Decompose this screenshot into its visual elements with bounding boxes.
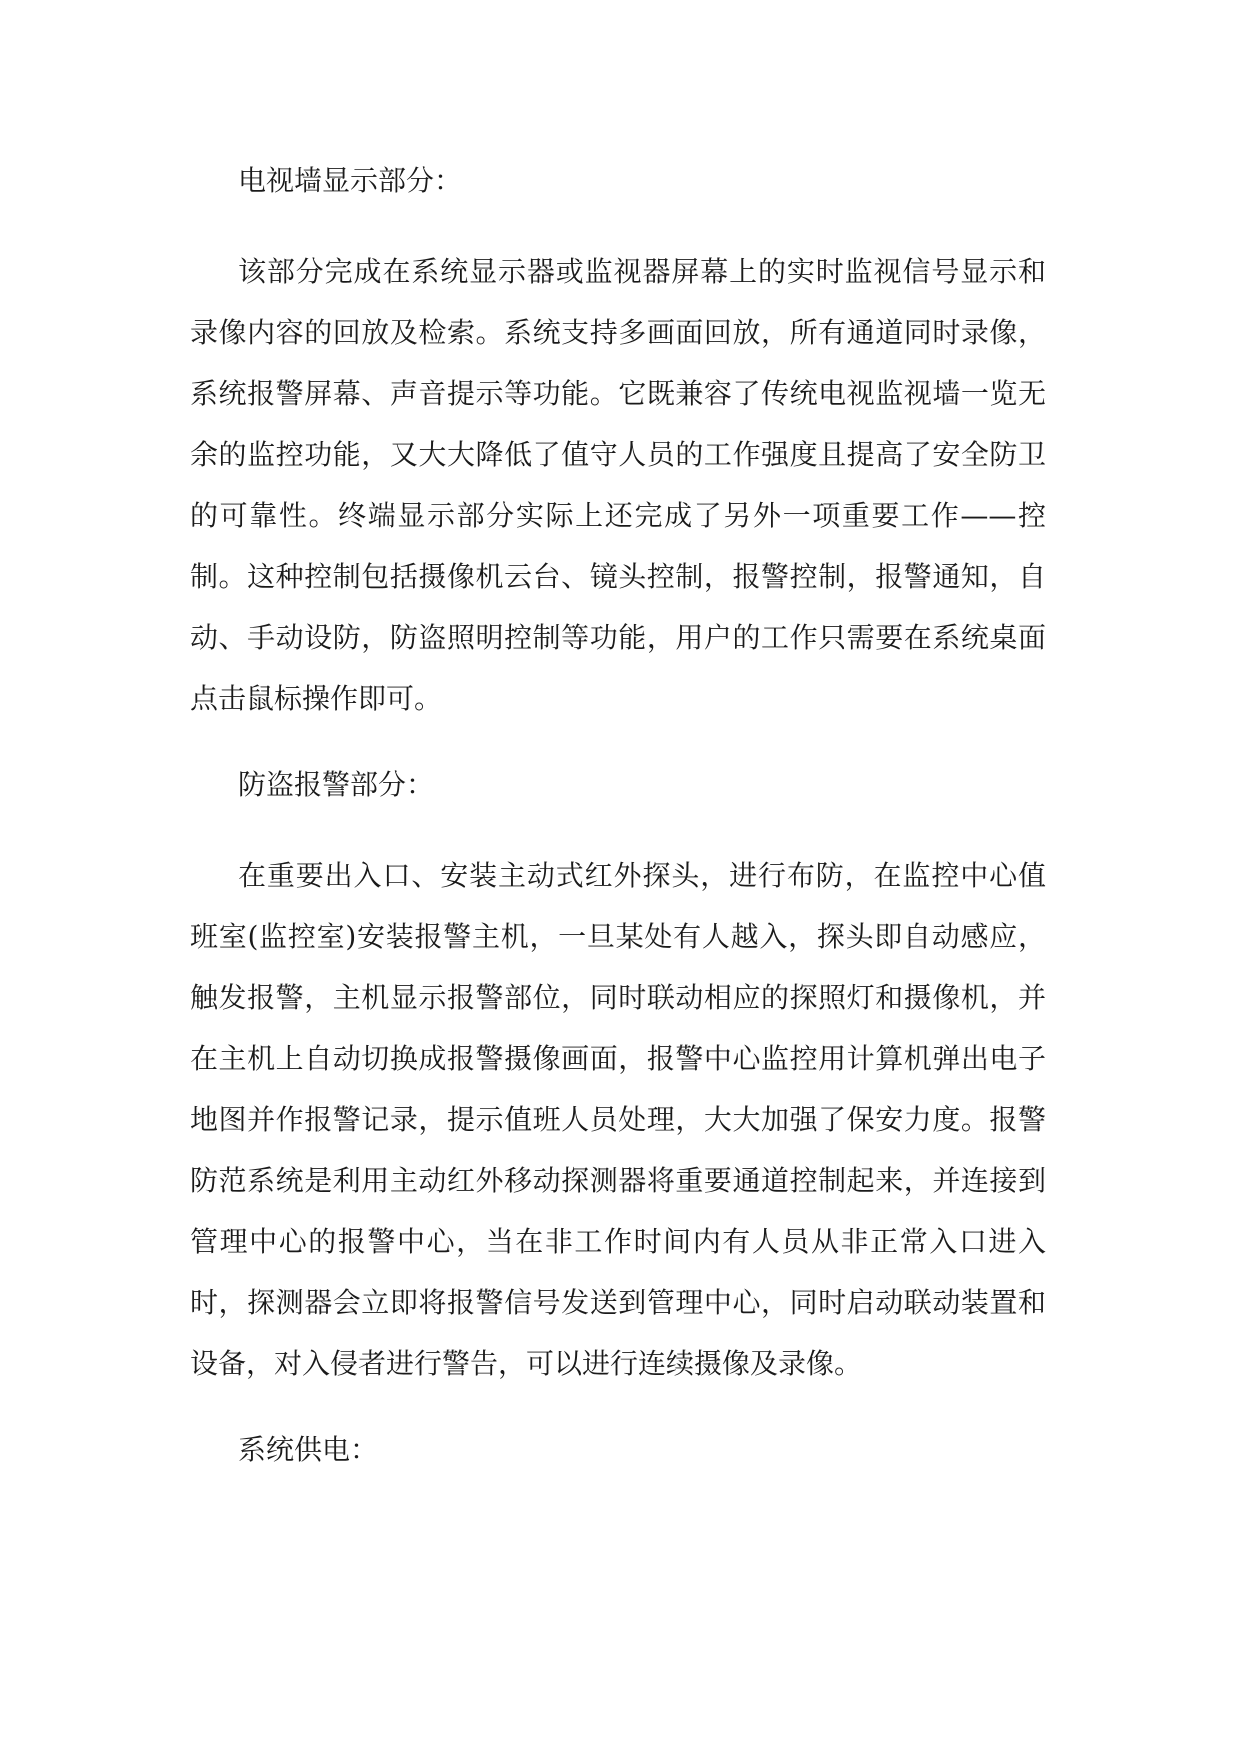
document-body — [190, 151, 1046, 1480]
section-paragraph-alarm: 在重要出入口、安装主动式红外探头，进行布防，在监控中心值班室(监控室)安装报警主机，一旦某处有人越入，探头即自动感应，触发报警，主机显示报警部位，同时联动相应的探照灯和摄像机，并在主机上自动切换成报警摄像画面，报警中心监控用计算机弹出电子地图并作报警记录，提示值班人员处理，大大加强了保安力度。报警防范系统是利用主动红外移动探测器将重要通道控制起来，并连接到管理中心的报警中心，当在非工作时间内有人员从非正常入口进入时，探测器会立即将报警信号发送到管理中心，同时启动联动装置和设备，对入侵者进行警告，可以进行连续摄像及录像。 — [190, 859, 1046, 1380]
spacer — [190, 211, 1046, 241]
section-paragraph-tv-wall: 该部分完成在系统显示器或监视器屏幕上的实时监视信号显示和录像内容的回放及检索。系统支持多画面回放，所有通道同时录像，系统报警屏幕、声音提示等功能。它既兼容了传统电视监视墙一览无余的监控功能，又大大降低了值守人员的工作强度且提高了安全防卫的可靠性。终端显示部分实际上还完成了另外一项重要工作——控制。这种控制包括摄像机云台、镜头控制，报警控制，报警通知，自动、手动设防，防盗照明控制等功能，用户的工作只需要在系统桌面点击鼠标操作即可。 — [190, 255, 1046, 715]
spacer — [190, 729, 1046, 755]
spacer — [190, 1394, 1046, 1420]
section-heading-tv-wall: 电视墙显示部分： — [238, 164, 463, 197]
spacer — [190, 815, 1046, 845]
section-heading-power-supply: 系统供电： — [238, 1433, 379, 1466]
section-heading-alarm: 防盗报警部分： — [238, 768, 435, 801]
